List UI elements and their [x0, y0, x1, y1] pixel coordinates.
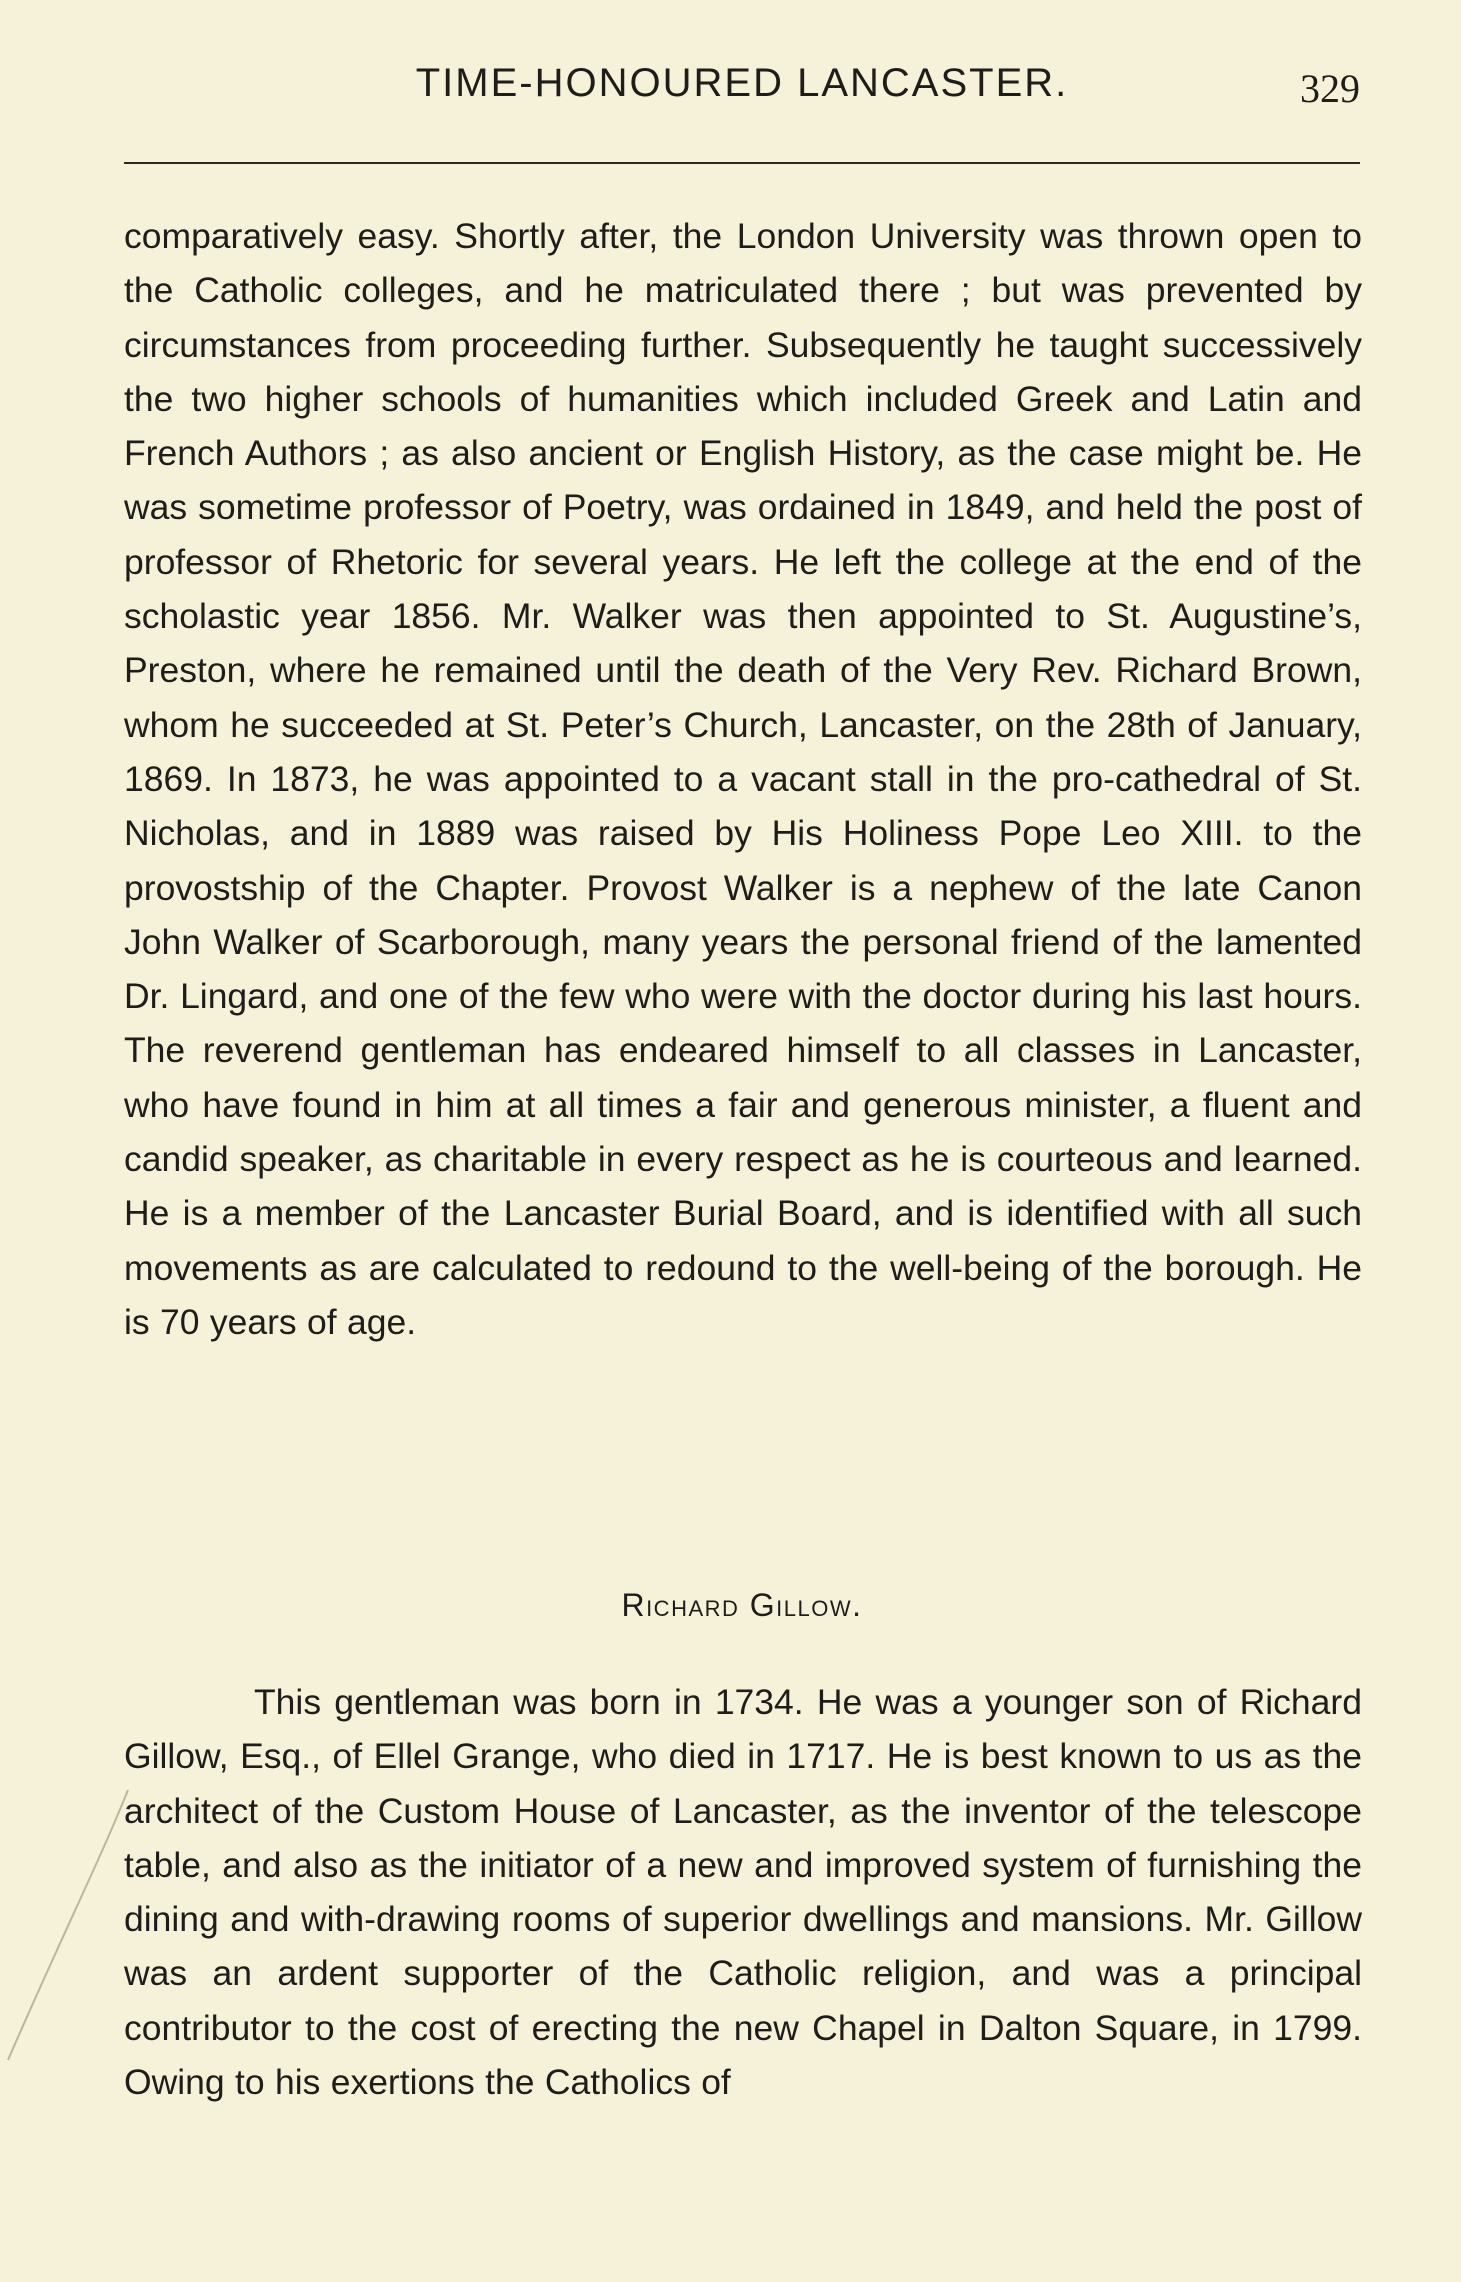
running-head — [124, 58, 1360, 111]
page-number: 329 — [1300, 66, 1360, 111]
section-heading: Richard Gillow. — [621, 1587, 863, 1623]
running-title: TIME-HONOURED LANCASTER. — [415, 61, 1069, 105]
pencil-margin-mark — [0, 1770, 150, 2070]
body-paragraph-gillow: This gentleman was born in 1734. He was a younger son of Richard Gillow, Esq., of Ellel Grange, who died in 1717. He is best known to us as the architect of the Custom House of Lancaster, as the inventor of the telescope table, and also as the initiator of a new and improved system of furnishing the dining and with-drawing rooms of superior dwellings and mansions. Mr. Gillow was an ardent supporter of the Catholic religion, and was a principal contributor to the cost of erecting the new Chapel in Dalton Square, in 1799. Owing to his exertions the Catholics of — [124, 1682, 1362, 2103]
header-rule — [124, 162, 1360, 164]
body-paragraph-walker: comparatively easy. Shortly after, the London University was thrown open to the Catholic colleges, and he matriculated there ; but was prevented by circumstances from proceeding further. Subsequently he taught successively the two higher schools of humanities which included Greek and Latin and French Authors ; as also ancient or English History, as the case might be. He was sometime professor of Poetry, was ordained in 1849, and held the post of professor of Rhetoric for several years. He left the college at the end of the scholastic year 1856. Mr. Walker was then appointed to St. Augustine’s, Preston, where he remained until the death of the Very Rev. Richard Brown, whom he succeeded at St. Peter’s Church, Lancaster, on the 28th of January, 1869. In 1873, he was appointed to a vacant stall in the pro-cathedral of St. Nicholas, and in 1889 was raised by His Holiness Pope Leo XIII. to the provostship of the Chapter. Provost Walker is a nephew of the late Canon John Walker of Scarborough, many years the personal friend of the lamented Dr. Lingard, and one of the few who were with the doctor during his last hours. The reverend gentleman has endeared himself to all classes in Lancaster, who have found in him at all times a fair and generous minister, a fluent and candid speaker, as charitable in every respect as he is courteous and learned. He is a member of the Lancaster Burial Board, and is identified with all such movements as are calculated to redound to the well-being of the borough. He is 70 years of age. — [124, 216, 1362, 1342]
